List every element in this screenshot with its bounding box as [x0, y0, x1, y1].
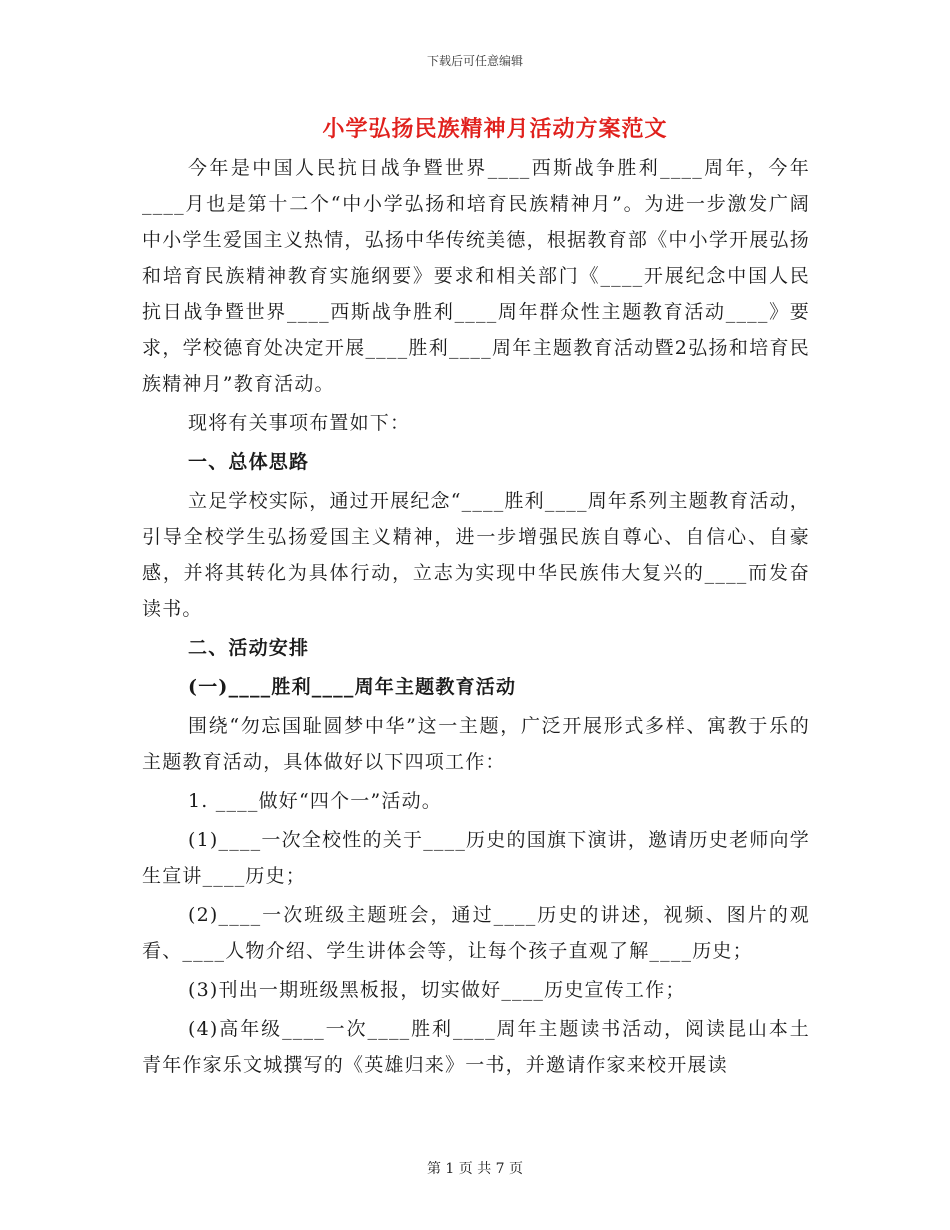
list-item-1: (1)____一次全校性的关于____历史的国旗下演讲，邀请历史老师向学生宣讲____历史； [142, 829, 810, 887]
list-item-3: (3)刊出一期班级黑板报，切实做好____历史宣传工作； [188, 979, 686, 1001]
section-heading-activity-plan: 二、活动安排 [188, 637, 310, 659]
subsection-heading-theme-activity: (一)____胜利____周年主题教育活动 [188, 676, 517, 698]
paragraph-overall-idea: 立足学校实际，通过开展纪念“____胜利____周年系列主题教育活动，引导全校学生弘扬爱国主义精神，进一步增强民族自尊心、自信心、自豪感，并将其转化为具体行动，立志为实现中华民族伟大复兴的____而发奋读书。 [142, 490, 810, 620]
document-title: 小学弘扬民族精神月活动方案范文 [322, 116, 668, 142]
paragraph-arrangement-intro: 现将有关事项布置如下： [188, 412, 411, 434]
paragraph-theme-activity: 围绕“勿忘国耻圆梦中华”这一主题，广泛开展形式多样、寓教于乐的主题教育活动，具体做好以下四项工作： [142, 715, 810, 773]
list-item-four-ones: 1. ____做好“四个一”活动。 [188, 790, 442, 812]
page-header-note: 下载后可任意编辑 [426, 54, 523, 68]
page-number-footer: 第 1 页 共 7 页 [426, 1161, 524, 1177]
paragraph-intro: 今年是中国人民抗日战争暨世界____西斯战争胜利____周年，今年____月也是第十二个“中小学弘扬和培育民族精神月”。为进一步激发广阔中小学生爱国主义热情，弘扬中华传统美德，根据教育部《中小学开展弘扬和培育民族精神教育实施纲要》要求和相关部门《____开展纪念中国人民抗日战争暨世界____西斯战争胜利____周年群众性主题教育活动____》要求，学校德育处决定开展____胜利____周年主题教育活动暨2弘扬和培育民族精神月”教育活动。 [142, 157, 810, 395]
list-item-2: (2)____一次班级主题班会，通过____历史的讲述，视频、图片的观看、____人物介绍、学生讲体会等，让每个孩子直观了解____历史； [142, 904, 810, 962]
document-body [142, 150, 810, 1083]
section-heading-overall-idea: 一、总体思路 [188, 451, 310, 473]
list-item-4: (4)高年级____一次____胜利____周年主题读书活动，阅读昆山本土青年作家乐文城撰写的《英雄归来》一书，并邀请作家来校开展读 [142, 1018, 810, 1076]
